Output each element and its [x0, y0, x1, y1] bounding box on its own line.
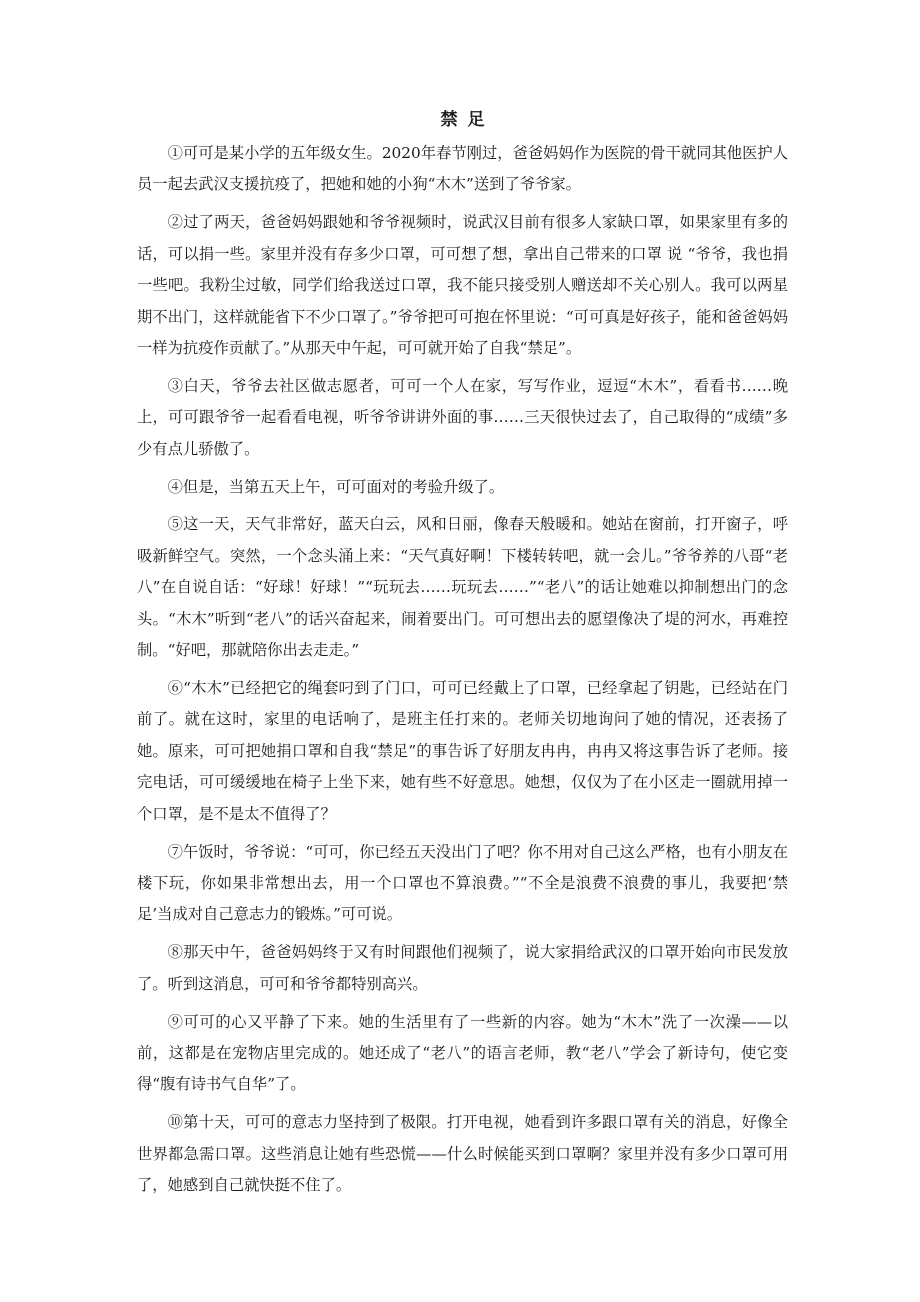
paragraph-9: ⑨可可的心又平静了下来。她的生活里有了一些新的内容。她为“木木”洗了一次澡——以前，这都是在宠物店里完成的。她还成了“老八”的语言老师，教“老八”学会了新诗句，使它变得“腹有诗书气自华”了。 — [137, 1012, 788, 1094]
paragraph-7: ⑦午饭时，爷爷说：“可可，你已经五天没出门了吧？你不用对自己这么严格，也有小朋友在楼下玩，你如果非常想出去，用一个口罩也不算浪费。”“不全是浪费不浪费的事儿，我要把‘禁足’当成对自己意志力的锻炼。”可可说。 — [137, 842, 788, 924]
paragraph-10: ⑩第十天，可可的意志力坚持到了极限。打开电视，她看到许多跟口罩有关的消息，好像全世界都急需口罩。这些消息让她有些恐慌——什么时候能买到口罩啊？家里并没有多少口罩可用了，她感到自己就快挺不住了。 — [137, 1113, 788, 1195]
paragraph-6: ⑥“木木”已经把它的绳套叼到了门口，可可已经戴上了口罩，已经拿起了钥匙，已经站在门前了。就在这时，家里的电话响了，是班主任打来的。老师关切地询问了她的情况，还表扬了她。原来，可可把她捐口罩和自我“禁足”的事告诉了好朋友冉冉，冉冉又将这事告诉了老师。接完电话，可可缓缓地在椅子上坐下来，她有些不好意思。她想，仅仅为了在小区走一圈就用掉一个口罩，是不是太不值得了？ — [137, 679, 788, 823]
paragraph-4: ④但是，当第五天上午，可可面对的考验升级了。 — [167, 477, 505, 496]
article-title: 禁足 — [440, 110, 495, 130]
paragraph-2: ②过了两天，爸爸妈妈跟她和爷爷视频时，说武汉目前有很多人家缺口罩，如果家里有多的话，可以捐一些。家里并没有存多少口罩，可可想了想，拿出自己带来的口罩 说 “爷爷，我也捐一些吧。我粉尘过敏，同学们给我送过口罩，我不能只接受别人赠送却不关心别人。我可以两星期不出门，这样就能省下不少口罩了。”爷爷把可可抱在怀里说：“可可真是好孩子，能和爸爸妈妈一样为抗疫作贡献了。”从那天中午起，可可就开始了自我“禁足”。 — [137, 213, 788, 357]
paragraph-8: ⑧那天中午，爸爸妈妈终于又有时间跟他们视频了，说大家捐给武汉的口罩开始向市民发放了。听到这消息，可可和爷爷都特别高兴。 — [137, 943, 788, 993]
paragraph-3: ③白天，爷爷去社区做志愿者，可可一个人在家，写写作业，逗逗“木木”，看看书……晚上，可可跟爷爷一起看看电视，听爷爷讲讲外面的事……三天很快过去了，自己取得的“成绩”多少有点儿骄傲了。 — [137, 376, 788, 458]
paragraph-1: ①可可是某小学的五年级女生。2020年春节刚过，爸爸妈妈作为医院的骨干就同其他医护人员一起去武汉支援抗疫了，把她和她的小狗“木木”送到了爷爷家。 — [137, 144, 788, 194]
paragraph-5: ⑤这一天，天气非常好，蓝天白云，风和日丽，像春天般暖和。她站在窗前，打开窗子，呼吸新鲜空气。突然，一个念头涌上来：“天气真好啊！下楼转转吧，就一会儿。”爷爷养的八哥“老八”在自说自话：“好球！好球！”“玩玩去……玩玩去……”“老八”的话让她难以抑制想出门的念头。“木木”听到“老八”的话兴奋起来，闹着要出门。可可想出去的愿望像决了堤的河水，再难控制。“好吧，那就陪你出去走走。” — [137, 515, 788, 660]
